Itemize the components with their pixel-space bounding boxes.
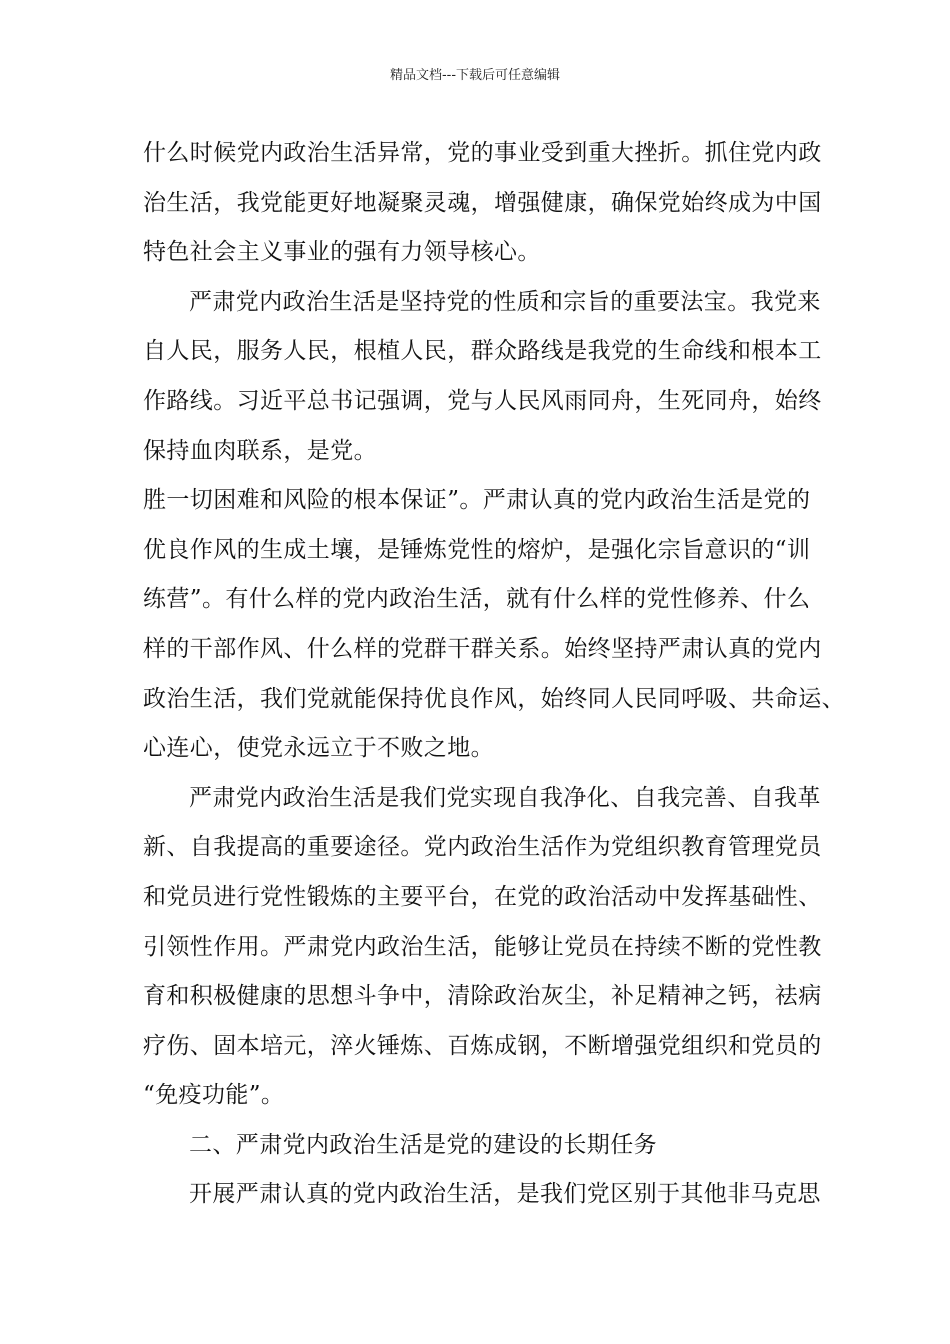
text-line: 严肃党内政治生活是我们党实现自我净化、自我完善、自我革 (189, 784, 821, 811)
text-line: 和党员进行党性锻炼的主要平台，在党的政治活动中发挥基础性、 (143, 883, 822, 910)
text-line: 政治生活，我们党就能保持优良作风，始终同人民同呼吸、共命运、 (143, 685, 845, 712)
text-line: 保持血肉联系，是党。 (143, 437, 377, 464)
text-line: 特色社会主义事业的强有力领导核心。 (143, 239, 541, 266)
text-line: 严肃党内政治生活是坚持党的性质和宗旨的重要法宝。我党来 (189, 288, 821, 315)
text-line: 新、自我提高的重要途径。党内政治生活作为党组织教育管理党员 (143, 834, 822, 861)
text-line: 练营”。有什么样的党内政治生活，就有什么样的党性修养、什么 (143, 586, 811, 613)
text-line: 什么时候党内政治生活异常，党的事业受到重大挫折。抓住党内政 (143, 140, 822, 166)
text-line: 胜一切困难和风险的根本保证”。严肃认真的党内政治生活是党的 (143, 487, 811, 514)
text-line: 治生活，我党能更好地凝聚灵魂，增强健康，确保党始终成为中国 (143, 189, 822, 216)
text-line: 二、严肃党内政治生活是党的建设的长期任务 (189, 1131, 657, 1158)
text-line: 育和积极健康的思想斗争中，清除政治灰尘，补足精神之钙，祛病 (143, 983, 822, 1010)
body-text (143, 129, 845, 1220)
text-line: 自人民，服务人民，根植人民，群众路线是我党的生命线和根本工 (143, 338, 822, 365)
text-line: 心连心，使党永远立于不败之地。 (143, 735, 494, 762)
text-line: 样的干部作风、什么样的党群干群关系。始终坚持严肃认真的党内 (143, 635, 822, 662)
text-line: 疗伤、固本培元，淬火锤炼、百炼成钢，不断增强党组织和党员的 (143, 1032, 822, 1059)
text-line: 开展严肃认真的党内政治生活，是我们党区别于其他非马克思 (189, 1181, 821, 1208)
text-line: “免疫功能”。 (143, 1082, 285, 1109)
text-line: 作路线。习近平总书记强调，党与人民风雨同舟，生死同舟，始终 (143, 387, 822, 414)
running-header: 精品文档---下载后可任意编辑 (389, 68, 561, 83)
text-line: 优良作风的生成土壤，是锤炼党性的熔炉，是强化宗旨意识的“训 (143, 536, 811, 563)
text-line: 引领性作用。严肃党内政治生活，能够让党员在持续不断的党性教 (143, 933, 822, 960)
